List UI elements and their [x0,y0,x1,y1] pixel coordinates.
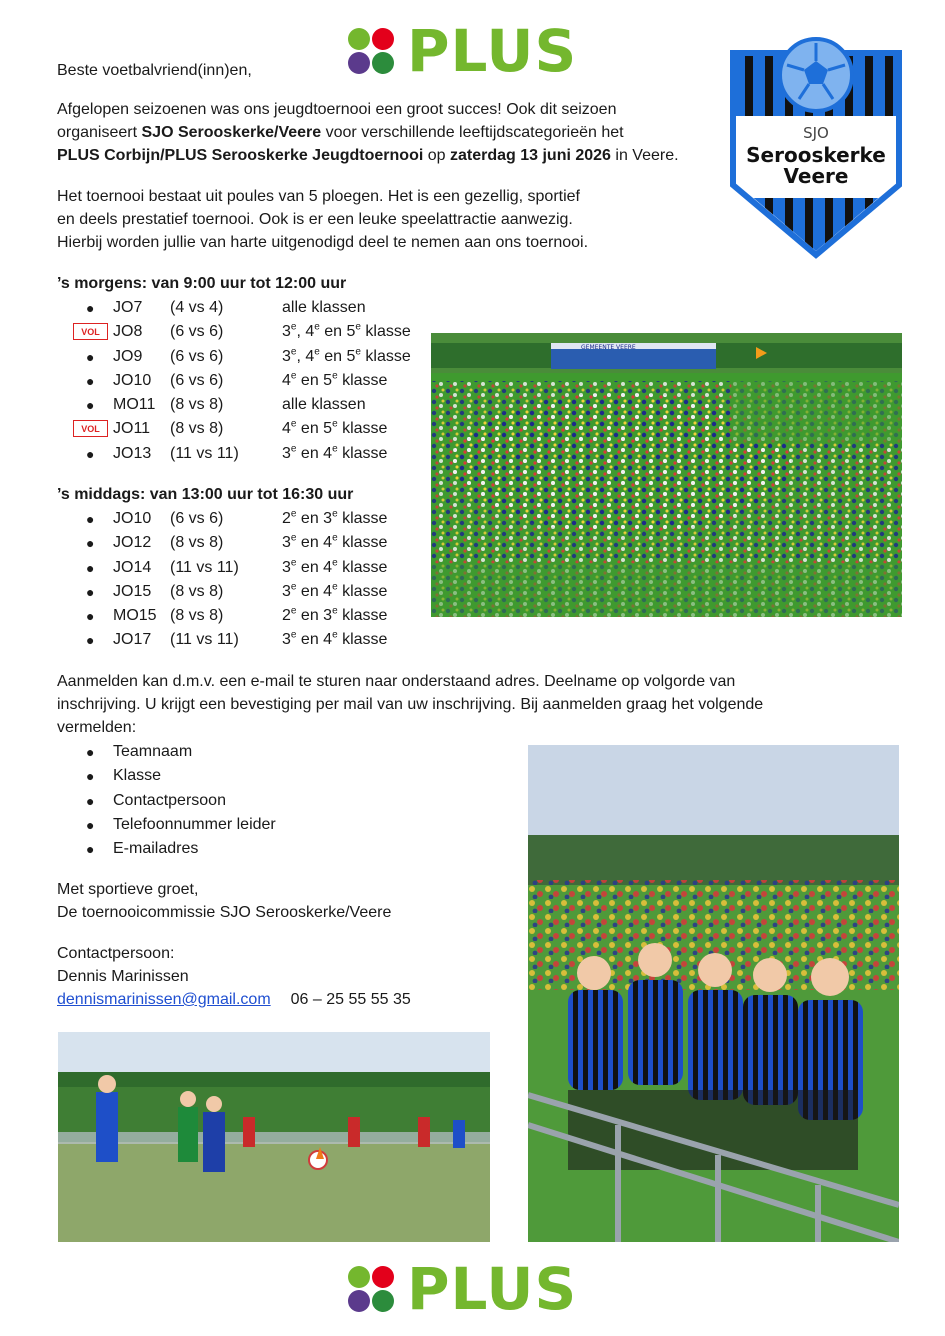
club-crest [727,35,905,260]
bullet-icon: ● [86,608,95,625]
tournament-name-bold: PLUS Corbijn/PLUS Serooskerke Jeugdtoernooi [57,147,424,164]
team-format: (6 vs 6) [170,323,224,341]
age-category: JO11 [113,420,151,438]
afternoon-row [57,556,388,580]
plus-flower-icon [345,1263,397,1315]
stand-banner-text: GEMEENTE VEERE [581,344,636,351]
class-level: 3e en 4e klasse [282,630,388,649]
class-level: 4e en 5e klasse [282,419,388,438]
afternoon-row [57,604,388,628]
age-category: JO8 [113,323,143,341]
closing: Met sportieve groet, De toernooicommissie SJO Serooskerke/Veere [57,881,392,921]
intro-line1: Afgelopen seizoenen was ons jeugdtoernooi een groot succes! Ook dit seizoen [57,101,617,118]
class-level: alle klassen [282,299,366,316]
crest-abbr: SJO [803,124,829,142]
photo-match-play [58,1032,490,1242]
photo-tournament-crowd [431,333,902,617]
vol-full-badge: VOL [73,420,108,437]
bullet-icon: ● [86,841,95,858]
afternoon-heading: ’s middags: van 13:00 uur tot 16:30 uur [57,486,354,503]
class-level: 3e en 4e klasse [282,443,388,462]
afternoon-row [57,580,388,604]
class-level: alle klassen [282,396,366,414]
bullet-icon: ● [86,348,95,365]
morning-row [57,442,388,466]
list-item-label: Contactpersoon [113,791,226,809]
greeting: Beste voetbalvriend(inn)en, [57,62,252,79]
team-format: (6 vs 6) [170,510,224,527]
morning-row [57,296,366,320]
class-level: 2e en 3e klasse [282,605,388,625]
bullet-icon: ● [86,744,95,760]
crest-name-line2: Veere [783,164,849,188]
bullet-icon: ● [86,511,95,527]
signup-paragraph: Aanmelden kan d.m.v. een e-mail te sturen naar onderstaand adres. Deelname op volgorde van inschrijving. U krijgt een bevestiging per mail van uw inschrijving. Bij aanmelden graag het volgende vermelden: [57,673,764,736]
class-level: 3e, 4e en 5e klasse [282,346,411,365]
age-category: JO10 [113,510,152,527]
bullet-icon: ● [86,559,95,576]
age-category: JO15 [113,582,152,600]
bullet-icon: ● [86,535,95,552]
afternoon-row [57,507,388,531]
class-level: 3e en 4e klasse [282,581,388,600]
team-format: (11 vs 11) [170,558,239,576]
afternoon-row [57,531,388,555]
team-format: (4 vs 4) [170,299,224,316]
bullet-icon: ● [86,816,95,833]
bullet-icon: ● [86,768,95,785]
plus-wordmark: PLUS [407,1255,578,1323]
morning-schedule [57,272,411,466]
team-format: (11 vs 11) [170,631,239,649]
class-level: 2e en 3e klasse [282,508,388,527]
bullet-icon: ● [86,792,95,809]
age-category: MO11 [113,396,156,414]
morning-row [57,345,411,369]
afternoon-row [57,628,388,652]
crest-name-line1: Serooskerke [746,143,886,167]
list-item-label: Teamnaam [113,743,193,760]
list-item-label: Telefoonnummer leider [113,815,276,833]
age-category: JO14 [113,558,152,576]
plus-wordmark: PLUS [407,17,578,85]
contact-email-link[interactable]: dennismarinissen@gmail.com [57,991,271,1008]
class-level: 4e en 5e klasse [282,370,388,389]
team-format: (8 vs 8) [170,420,224,438]
tournament-date-bold: zaterdag 13 juni 2026 [449,147,611,164]
team-format: (6 vs 6) [170,371,224,389]
afternoon-schedule [57,483,388,653]
bullet-icon: ● [86,397,95,414]
contact-phone: 06 – 25 55 55 35 [290,991,411,1008]
age-category: JO12 [113,534,152,552]
bullet-icon: ● [86,445,95,462]
class-level: 3e en 4e klasse [282,532,388,552]
bullet-icon: ● [86,632,95,649]
morning-heading: ’s morgens: van 9:00 uur tot 12:00 uur [57,275,347,292]
class-level: 3e en 4e klasse [282,557,388,576]
morning-row [57,320,411,344]
team-format: (8 vs 8) [170,396,224,414]
age-category: JO7 [113,299,143,316]
team-format: (8 vs 8) [170,607,224,625]
team-format: (6 vs 6) [170,347,224,365]
team-format: (8 vs 8) [170,534,224,552]
about-paragraph: Het toernooi bestaat uit poules van 5 ploegen. Het is een gezellig, sportief en deels prestatief toernooi. Ook is er een leuke speelattractie aanwezig. Hierbij worden jullie van harte uitgenodigd deel te nemen aan ons toernooi. [57,188,589,251]
intro-line2: organiseert SJO Serooskerke/Veere voor verschillende leeftijdscategorieën het [57,124,624,141]
age-category: JO9 [113,347,143,365]
vol-full-badge: VOL [73,323,108,340]
intro-line3: PLUS Corbijn/PLUS Serooskerke Jeugdtoernooi op zaterdag 13 juni 2026 in Veere. [57,147,679,164]
football-icon [780,39,852,111]
age-category: JO10 [113,371,152,389]
list-item-label: E-mailadres [113,840,199,858]
contact-label: Contactpersoon: [57,945,175,962]
team-format: (8 vs 8) [170,582,224,600]
morning-row [57,393,366,417]
team-format: (11 vs 11) [170,444,239,462]
contact-name: Dennis Marinissen [57,968,189,985]
age-category: JO17 [113,631,152,649]
morning-row [57,417,388,441]
list-item-label: Klasse [113,767,162,785]
bullet-icon: ● [86,300,95,316]
morning-row [57,369,388,393]
plus-logo-bottom [345,1255,578,1323]
age-category: JO13 [113,444,152,462]
bullet-icon: ● [86,372,95,389]
class-level: 3e, 4e en 5e klasse [282,321,411,341]
bullet-icon: ● [86,583,95,600]
photo-team-kids [528,745,899,1242]
age-category: MO15 [113,607,157,625]
intro-paragraph [57,98,717,167]
club-name-bold: SJO Serooskerke/Veere [141,124,322,141]
